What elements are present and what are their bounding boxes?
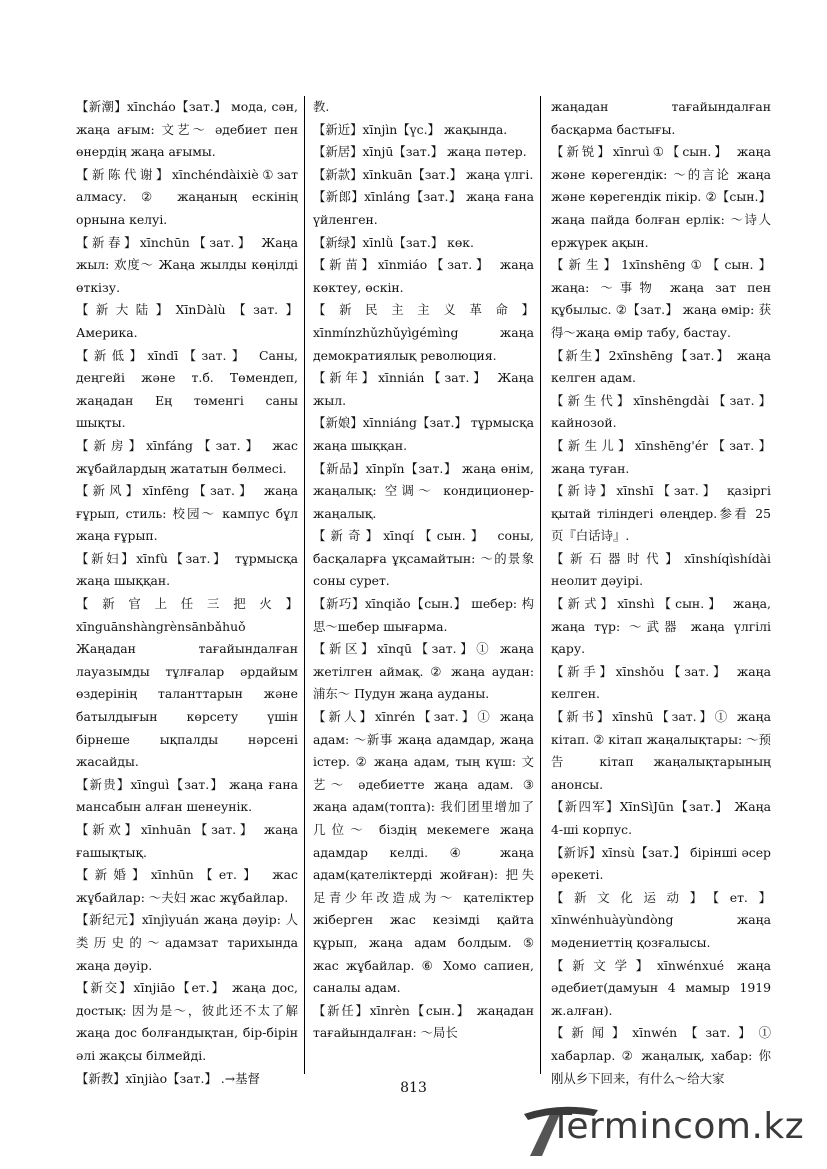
dictionary-entry: 【新娘】xīnniáng【зат.】 тұрмысқа жаңа шыққан. <box>313 415 534 453</box>
dictionary-entry: 【新式】xīnshì【сын.】 жаңа, жаңа түр: ～武器 жаңа үлгілі қару. <box>551 596 771 657</box>
dictionary-entry: 【新欢】xīnhuān【зат.】 жаңа ғашықтық. <box>76 822 298 860</box>
termincom-logo[interactable] <box>520 1100 820 1160</box>
dictionary-entry: 【新诗】xīnshī【зат.】 қазіргі қытай тіліндегі өлеңдер.参看 25 页『白话诗』. <box>551 483 771 544</box>
dictionary-entry: 【新手】xīnshǒu【зат.】 жаңа келген. <box>551 663 771 702</box>
page-number: 813 <box>400 1080 427 1096</box>
dictionary-column-3 <box>551 96 771 1090</box>
dictionary-entry: 【新近】xīnjìn【үс.】 жақында. <box>313 121 508 137</box>
dictionary-entry: 【新闻】xīnwén【зат.】① хабарлар. ② жаңалық, хабар: 你刚从乡下回来，有什么～给大家 <box>551 1025 771 1086</box>
dictionary-entry: 【新锐】xīnruì①【сын.】 жаңа және көрегендік: ～的言论 жаңа және көрегендік пікір. ②【сын.】 жаңа пайда болған ерлік: ～诗人 ержүрек ақын. <box>551 144 771 250</box>
logo-text: Termincom.kz <box>550 1106 805 1147</box>
dictionary-entry: 【新品】xīnpǐn【зат.】 жаңа өнім, жаңалық: 空调～ кондиционер-жаңалық. <box>313 460 534 521</box>
dictionary-entry: 【新人】xīnrén【зат.】① жаңа адам: ～新事 жаңа адамдар, жаңа істер. ② жаңа адам, тың күш: 文艺～ әдебиетте жаңа адам. ③ жаңа адам(топта): 我们团里增加了几位～ біздің мекемеге жаңа адамдар келді. ④ жаңа адам(қателіктерді жойған): 把失足青少年改造成为～ қателіктер жіберген жас кезімді қайта құрып, жаңа адам болдым. ⑤ жас жұбайлар. ⑥ Хомо сапиен, саналы адам. <box>313 709 534 996</box>
dictionary-entry: 【新春】xīnchūn【зат.】 Жаңа жыл: 欢度～ Жаңа жылды көңілді өткізу. <box>76 234 298 295</box>
dictionary-entry: жаңадан тағайындалған басқарма бастығы. <box>551 99 771 137</box>
dictionary-entry: 【新生儿】xīnshēng'ér【зат.】 жаңа туған. <box>551 437 771 476</box>
dictionary-entry: 【新任】xīnrèn【сын.】 жаңадан тағайындалған: ～局长 <box>313 1002 534 1041</box>
dictionary-entry: 【新房】xīnfáng【зат.】 жас жұбайлардың жататын бөлмесі. <box>76 437 298 476</box>
dictionary-entry: 【新巧】xīnqiǎo【сын.】 шебер: 构思～шебер шығарма. <box>313 596 534 634</box>
dictionary-entry: 【新教】xīnjiào【зат.】 .→基督 <box>76 1070 260 1086</box>
dictionary-column-2 <box>313 96 534 1045</box>
dictionary-entry: 教. <box>313 99 330 114</box>
dictionary-entry: 【新奇】xīnqí【сын.】 соны, басқаларға ұқсамайтын: ～的景象 соны сурет. <box>313 528 534 589</box>
dictionary-entry: 【新潮】xīncháo【зат.】 мода, сән, жаңа ағым: 文艺～ әдебиет пен өнердің жаңа ағымы. <box>76 99 298 160</box>
column-divider-2 <box>540 96 541 1074</box>
column-divider-1 <box>304 96 305 1074</box>
dictionary-entry: 【新年】xīnnián【зат.】 Жаңа жыл. <box>313 370 534 408</box>
dictionary-entry: 【新官上任三把火】xīnguānshàngrènsānbǎhuǒ Жаңадан тағайындалған лауазымды тұлғалар әрдайым өздерінің таланттарын және батылдығын көрсету үшін бірнеше ықпалды нәрсені жасайды. <box>76 596 298 770</box>
dictionary-entry: 【新诉】xīnsù【зат.】 бірінші әсер әрекеті. <box>551 844 771 883</box>
dictionary-entry: 【新郎】xīnláng【зат.】 жаңа ғана үйленген. <box>313 189 534 227</box>
dictionary-entry: 【新陈代谢】xīnchéndàixiè①зат алмасу. ② жаңаның ескінің орнына келуі. <box>76 166 298 227</box>
dictionary-entry: 【新风】xīnfēng【зат.】 жаңа ғұрып, стиль: 校园～ кампус бұл жаңа ғұрып. <box>76 483 298 544</box>
dictionary-entry: 【新四军】XīnSìJūn【зат.】 Жаңа 4-ші корпус. <box>551 799 771 837</box>
dictionary-entry: 【新贵】xīnguì【зат.】 жаңа ғана мансабын алған шенеунік. <box>76 776 298 815</box>
dictionary-entry: 【新婚】xīnhūn【ет.】 жас жұбайлар: ～夫妇 жас жұбайлар. <box>76 867 298 905</box>
dictionary-entry: 【新低】xīndī【зат.】 Саны, деңгейі және т.б. Төмендеп, жаңадан Ең төменгі саны шықты. <box>76 347 298 431</box>
dictionary-entry: 【新区】xīnqū【зат.】① жаңа жетілген аймақ. ② жаңа аудан: 浦东～ Пудун жаңа ауданы. <box>313 641 534 702</box>
dictionary-column-1 <box>76 96 298 1090</box>
dictionary-entry: 【新书】xīnshū【зат.】① жаңа кітап. ② кітап жаңалықтары: ～预告 кітап жаңалықтарының анонсы. <box>551 709 771 792</box>
dictionary-entry: 【新妇】xīnfù【зат.】 тұрмысқа жаңа шыққан. <box>76 550 298 589</box>
dictionary-entry: 【新生】2xīnshēng【зат.】 жаңа келген адам. <box>551 347 771 386</box>
dictionary-entry: 【新民主主义革命】xīnmínzhǔzhǔyìgémìng жаңа демократиялық революция. <box>313 302 534 363</box>
dictionary-entry: 【新居】xīnjū【зат.】 жаңа пәтер. <box>313 144 527 160</box>
dictionary-entry: 【新生】1xīnshēng①【сын.】 жаңа: ～事物 жаңа зат пен құбылыс. ②【зат.】 жаңа өмір: 获得～жаңа өмір табу, бастау. <box>551 257 771 340</box>
dictionary-entry: 【新纪元】xīnjìyuán жаңа дәуір: 人类历史的～адамзат тарихында жаңа дәуір. <box>76 912 298 973</box>
dictionary-entry: 【新文化运动】【ет.】 xīnwénhuàyùndòng жаңа мәдениеттің қозғалысы. <box>551 889 771 950</box>
dictionary-entry: 【新款】xīnkuān【зат.】 жаңа үлгі. <box>313 166 534 182</box>
dictionary-entry: 【新绿】xīnlǜ【зат.】 көк. <box>313 234 474 250</box>
dictionary-entry: 【新生代】xīnshēngdài【зат.】 кайнозой. <box>551 392 771 431</box>
dictionary-entry: 【新交】xīnjiāo【ет.】 жаңа дос, достық: 因为是～，彼此还不太了解 жаңа дос болғандықтан, бір-бірін әлі жақсы білмейді. <box>76 980 298 1063</box>
dictionary-entry: 【新苗】xīnmiáo【зат.】 жаңа көктеу, өскін. <box>313 257 534 295</box>
dictionary-entry: 【新大陆】XīnDàlù【зат.】 Америка. <box>76 302 298 340</box>
dictionary-entry: 【新文学】xīnwénxué жаңа әдебиет(дамуын 4 мамыр 1919 ж.алған). <box>551 957 771 1018</box>
dictionary-entry: 【新石器时代】xīnshíqìshídài неолит дәуірі. <box>551 550 771 589</box>
